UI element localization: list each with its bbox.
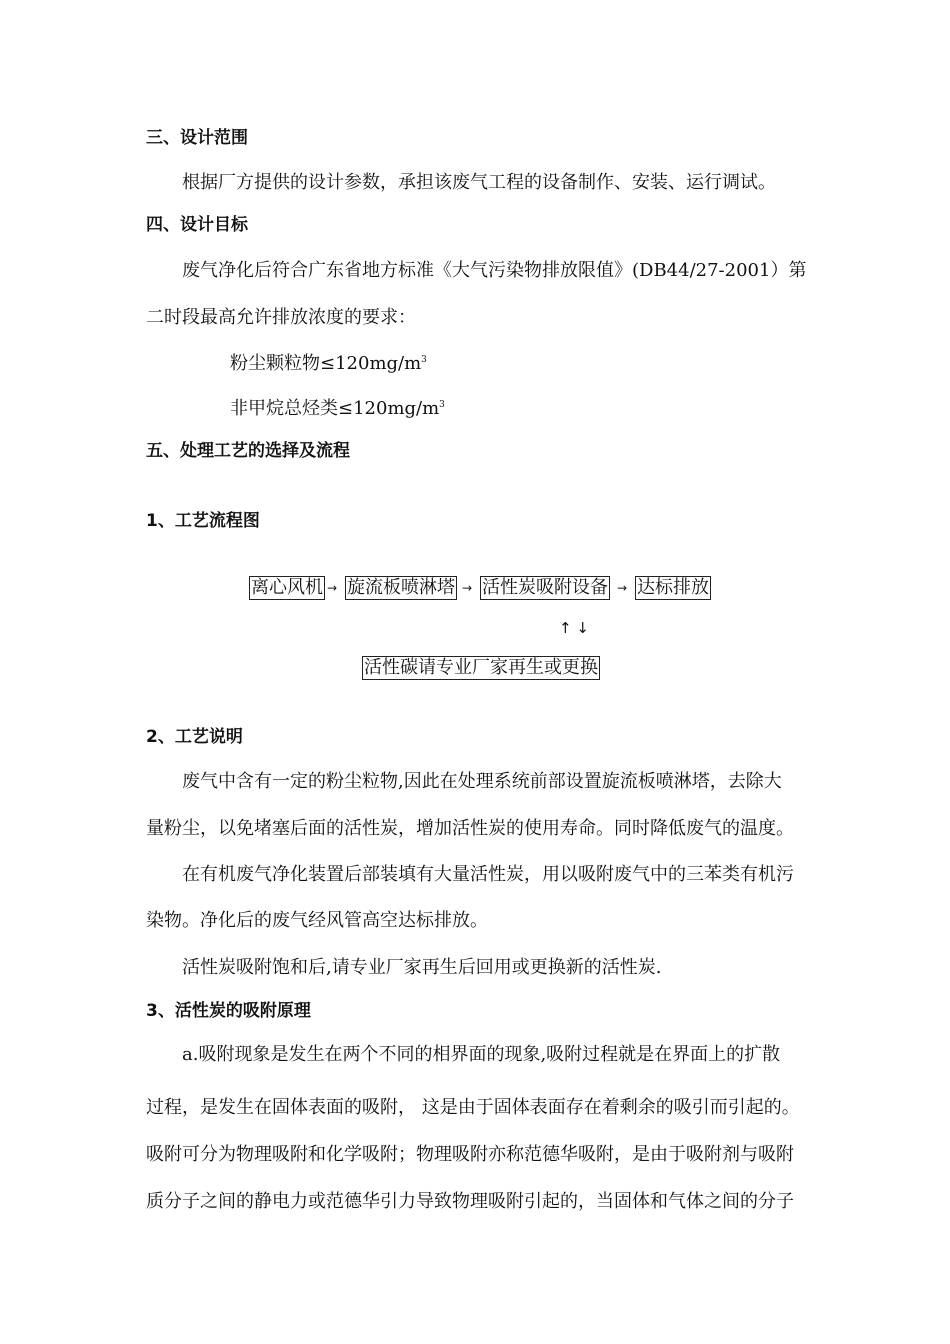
process-desc-p1-line1: 废气中含有一定的粉尘粒物,因此在处理系统前部设置旋流板喷淋塔，去除大 (182, 771, 782, 792)
limit-dust-text: 粉尘颗粒物≤120mg/m (230, 353, 422, 374)
flow-arrow-2: → (462, 581, 473, 595)
process-desc-p3: 活性炭吸附饱和后,请专业厂家再生后回用或更换新的活性炭. (182, 957, 662, 978)
process-desc-p1-line2: 量粉尘，以免堵塞后面的活性炭，增加活性炭的使用寿命。同时降低废气的温度。 (146, 818, 794, 839)
subheading-flow-chart: 1、工艺流程图 (146, 511, 260, 531)
flow-vertical-arrows: ↑ ↓ (559, 619, 589, 637)
section-heading-design-goal: 四、设计目标 (146, 215, 248, 235)
adsorption-line-1: a.吸附现象是发生在两个不同的相界面的现象,吸附过程就是在界面上的扩散 (182, 1044, 781, 1065)
flow-arrow-1: → (327, 581, 338, 595)
subheading-adsorption-principle: 3、活性炭的吸附原理 (146, 1001, 311, 1021)
subheading-process-description: 2、工艺说明 (146, 727, 243, 747)
design-goal-line-1: 废气净化后符合广东省地方标准《大气污染物排放限值》(DB44/27-2001）第 (182, 260, 807, 281)
section-heading-process: 五、处理工艺的选择及流程 (146, 441, 350, 461)
flow-box-spray-tower: 旋流板喷淋塔 (347, 577, 455, 598)
design-goal-line-2: 二时段最高允许排放浓度的要求： (146, 307, 416, 328)
limit-nmhc-text: 非甲烷总烃类≤120mg/m (230, 398, 440, 419)
adsorption-line-2: 过程，是发生在固体表面的吸附， 这是由于固体表面存在着剩余的吸引而引起的。 (146, 1097, 800, 1118)
limit-dust (230, 352, 427, 376)
section-heading-design-scope: 三、设计范围 (146, 128, 248, 148)
flow-box-carbon-adsorber: 活性炭吸附设备 (482, 577, 608, 598)
adsorption-line-3: 吸附可分为物理吸附和化学吸附；物理吸附亦称范德华吸附，是由于吸附剂与吸附 (146, 1144, 794, 1165)
limit-dust-superscript: 3 (421, 355, 427, 365)
design-scope-paragraph: 根据厂方提供的设计参数，承担该废气工程的设备制作、安装、运行调试。 (182, 172, 776, 193)
limit-nmhc (230, 397, 445, 421)
process-desc-p2-line2: 染物。净化后的废气经风管高空达标排放。 (146, 910, 488, 931)
flow-arrow-3: → (617, 581, 628, 595)
flow-box-centrifugal-fan: 离心风机 (251, 577, 323, 598)
process-desc-p2-line1: 在有机废气净化装置后部装填有大量活性炭，用以吸附废气中的三苯类有机污 (182, 864, 794, 885)
flow-box-carbon-regeneration: 活性碳请专业厂家再生或更换 (364, 657, 598, 678)
adsorption-line-4: 质分子之间的静电力或范德华引力导致物理吸附引起的，当固体和气体之间的分子 (146, 1191, 794, 1212)
flow-box-discharge: 达标排放 (637, 577, 709, 598)
limit-nmhc-superscript: 3 (439, 400, 445, 410)
